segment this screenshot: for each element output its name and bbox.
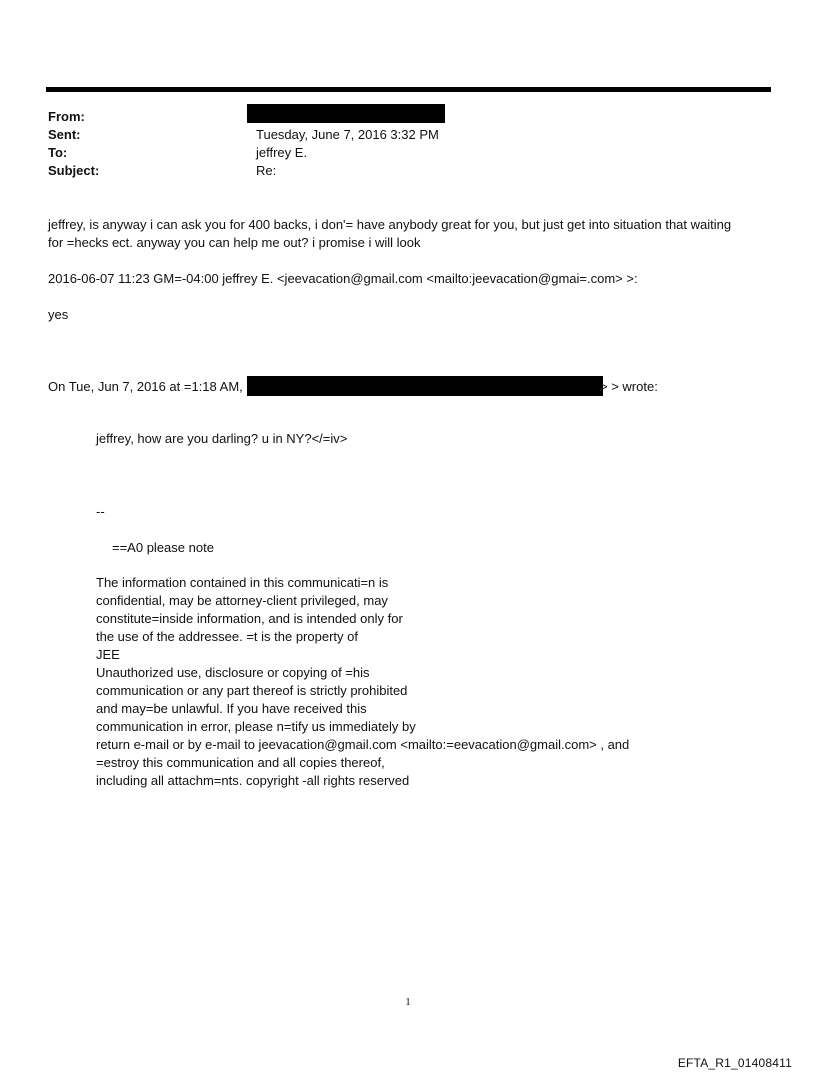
message-line-2: for =hecks ect. anyway you can help me out? i promise i will look	[48, 235, 421, 250]
quote-header: 2016-06-07 11:23 GM=-04:00 jeffrey E. <jeevacation@gmail.com <mailto:jeevacation@gmai=.com> >:	[48, 271, 638, 286]
disclaimer-line: confidential, may be attorney-client privileged, may	[96, 593, 388, 608]
on-wrote-suffix: > > wrote:	[600, 379, 658, 394]
quoted-message: jeffrey, how are you darling? u in NY?</=iv>	[96, 431, 348, 446]
document-id: EFTA_R1_01408411	[677, 1056, 792, 1070]
sent-value: Tuesday, June 7, 2016 3:32 PM	[256, 127, 439, 142]
disclaimer-line: return e-mail or by e-mail to jeevacation@gmail.com <mailto:=eevacation@gmail.com> , and	[96, 737, 630, 752]
page-number: 1	[405, 996, 411, 1008]
disclaimer-line: constitute=inside information, and is intended only for	[96, 611, 403, 626]
disclaimer-line: and may=be unlawful. If you have received this	[96, 701, 367, 716]
disclaimer-line: the use of the addressee. =t is the property of	[96, 629, 358, 644]
signature-separator: --	[96, 504, 105, 519]
disclaimer-line: The information contained in this communicati=n is	[96, 575, 389, 590]
subject-value: Re:	[256, 163, 277, 178]
disclaimer-line: =estroy this communication and all copies thereof,	[96, 755, 385, 770]
from-redaction	[247, 104, 445, 123]
disclaimer-line: communication or any part thereof is strictly prohibited	[96, 683, 408, 698]
confidentiality-disclaimer	[96, 574, 629, 790]
please-note: ==A0 please note	[112, 540, 214, 555]
disclaimer-line: Unauthorized use, disclosure or copying of =his	[96, 665, 370, 680]
from-label: From:	[48, 109, 85, 124]
subject-label: Subject:	[48, 163, 100, 178]
on-wrote-prefix: On Tue, Jun 7, 2016 at =1:18 AM,	[48, 379, 243, 394]
disclaimer-line: including all attachm=nts. copyright -all rights reserved	[96, 773, 410, 788]
sent-label: Sent:	[48, 127, 81, 142]
disclaimer-line: communication in error, please n=tify us immediately by	[96, 719, 416, 734]
to-label: To:	[48, 145, 68, 160]
header-rule	[46, 87, 771, 92]
disclaimer-line: JEE	[96, 647, 120, 662]
reply-text: yes	[48, 307, 69, 322]
to-value: jeffrey E.	[256, 145, 308, 160]
sender-redaction	[247, 376, 603, 396]
message-line-1: jeffrey, is anyway i can ask you for 400 backs, i don'= have anybody great for you, but just get into situation that waiting	[48, 217, 732, 232]
